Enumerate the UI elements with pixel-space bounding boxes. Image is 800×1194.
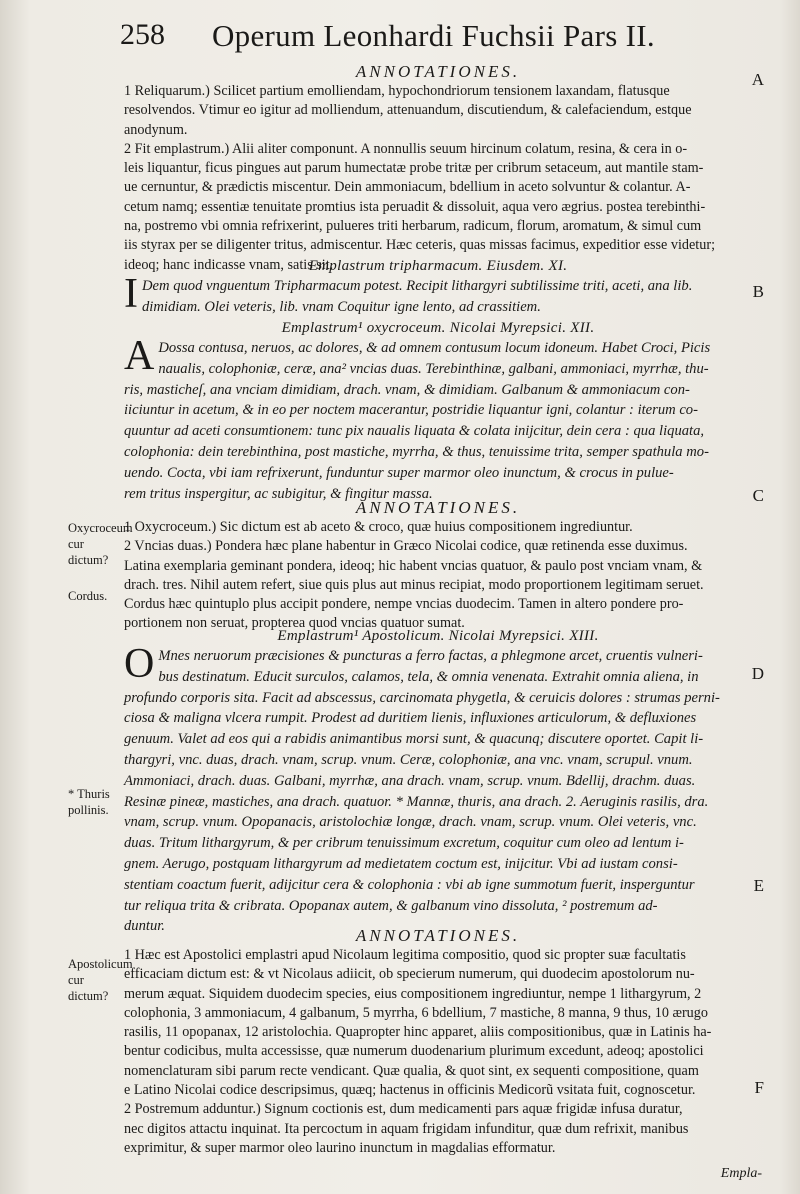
text-line: stentiam coactum fuerit, adijcitur cera & colophonia : vbi ab igne summotum fuerit, insperguntur — [124, 876, 695, 893]
text-line: colophonia, 3 ammoniacum, 4 galbanum, 5 myrrha, 6 bdellium, 7 mastiche, 8 manna, 9 thus, 10 ærugo — [124, 1004, 708, 1021]
text-line: e Latino Nicolai codice descripsimus, quæq; hactenus in officinis Medicorũ vsitata fuit, cognoscetur. — [124, 1082, 696, 1099]
text-line: 1 Reliquarum.) Scilicet partium emolliendam, hypochondriorum tensionem laxandam, flatusque — [124, 83, 670, 99]
text-line: exprimitur, & super marmor oleo laurino inunctum in magdalias efformatur. — [124, 1139, 556, 1156]
text-line: bentur codicibus, multa accessisse, quæ numerum duodenarium plurimum excedunt, adeoq; apostolici — [124, 1043, 704, 1060]
page-number: 258 — [120, 18, 165, 51]
recipe-text — [124, 333, 752, 504]
recipe-xiii — [124, 626, 752, 937]
annotations-text — [124, 82, 752, 275]
text-line: duas. Tritum lithargyrum, & per cribrum tenuissimum excretum, coquitur cum oleo ad lentum i- — [124, 835, 684, 852]
text-line: quuntur ad aceti consumtionem: tunc pix naualis liquata & colata inijcitur, dein cera : qua liquata, — [124, 423, 705, 440]
text-line: Dossa contusa, neruos, ac dolores, & ad omnem contusum locum idoneum. Habet Croci, Picis — [158, 340, 711, 356]
text-line: iis styrax per se diligenter tritus, admiscentur. Hæc ceteris, quas missas facimus, expeditior esse videtur; — [124, 237, 716, 254]
catchword: Empla- — [720, 1166, 762, 1181]
recipe-title: Emplastrum¹ oxycroceum. Nicolai Myrepsici. XII. — [281, 320, 595, 336]
text-line: dimidiam. Olei veteris, lib. vnam Coquitur igne lento, ad crassitiem. — [142, 298, 541, 315]
text-line: Ammoniaci, drach. duas. Galbani, myrrhæ, ana drach. vnam, scrup. vnum. Bdellij, drachm. duas. — [124, 772, 696, 789]
page-header — [120, 18, 700, 58]
running-head: Operum Leonhardi Fuchsii Pars II. — [212, 18, 655, 53]
margin-note-apostolicum: Apostolicum cur dictum? — [68, 957, 133, 1003]
text-line: thargyri, vnc. duas, drach. vnam, scrup. vnum. Ceræ, colophoniæ, ana vnc. vnam, scrupul. vnum. — [124, 751, 693, 768]
recipe-title: Emplastrum tripharmacum. Eiusdem. XI. — [308, 258, 568, 274]
text-line: rasilis, 11 opopanax, 12 aristolochia. Quapropter hinc apparet, aliis compositionibus, quæ in Latinis ha- — [124, 1024, 712, 1041]
text-line: drach. tres. Nihil autem refert, siue quis plus aut minus recipiat, modo proportionem legitimam seruet. — [124, 576, 704, 593]
text-line: uendo. Cocta, vbi iam refrixerunt, funduntur super marmor oleo inunctum, & crocus in pulue- — [124, 464, 674, 481]
initial-letter: A — [124, 333, 155, 379]
text-line: gnem. Aerugo, postquam lithargyrum ad medietatem coctum est, inijcitur. Vbi ad iustam consi- — [124, 855, 678, 872]
text-line: Resinæ pineæ, mastiches, ana drach. quatuor. * Mannæ, thuris, ana drach. 2. Aeruginis rasilis, dra. — [124, 793, 709, 810]
margin-note-oxycroceum: Oxycroceum cur dictum? — [68, 521, 133, 567]
annotations-text — [124, 946, 752, 1158]
text-line: nomenclaturam sibi parum recte vendicant. Quæ qualia, & quot sint, ex sequenti compositione, quam — [124, 1062, 699, 1079]
recipe-xii — [124, 318, 752, 504]
text-line: 2 Vncias duas.) Pondera hæc plane habentur in Græco Nicolai codice, quæ retinenda esse duximus. — [124, 538, 688, 555]
margin-letter-e: E — [753, 876, 764, 895]
margin-note-cordus: Cordus. — [68, 589, 108, 603]
initial-letter: O — [124, 641, 155, 687]
text-line: Mnes neruorum præcisiones & puncturas a ferro factas, a phlegmone arcet, cruentis vulneri- — [158, 648, 703, 664]
recipe-text — [124, 271, 752, 318]
margin-letter-f: F — [754, 1078, 764, 1097]
margin-note-thuris: * Thuris pollinis. — [68, 787, 110, 817]
annotations-heading: ANNOTATIONES. — [355, 498, 521, 517]
text-line: anodynum. — [124, 121, 188, 138]
text-line: nec digitos attactu inquinat. Ita percoctum in aquam frigidam infunditur, quæ dum refrixit, manibus — [124, 1120, 689, 1137]
annotations-text — [124, 518, 752, 634]
text-line: naualis, colophoniæ, ceræ, ana² vncias duas. Terebinthinæ, galbani, ammoniaci, myrrhæ, thu- — [158, 360, 709, 377]
text-line: genuum. Valet ad eos qui a rabidis animantibus morsi sunt, & quacunq; discutere oportet. Capit li- — [124, 731, 704, 748]
text-line: ideoq; hanc indicasse vnam, satis sit. — [124, 256, 334, 273]
text-line: leis liquantur, ficus pingues aut parum humectatæ probe tritæ per cribrum setaceum, aut mantile stam- — [124, 160, 704, 177]
recipe-xi — [124, 256, 752, 318]
text-line: ris, masticheſ, ana vnciam dimidiam, drach. vnam, & dimidiam. Galbanum & ammoniacum con- — [124, 381, 690, 398]
text-line: Latina exemplaria geminant pondera, ideoq; hic habent vncias quatuor, & paulo post vnciam vnam, & — [124, 557, 703, 574]
margin-letter-a: A — [751, 70, 764, 89]
text-line: 2 Postremum adduntur.) Signum coctionis est, dum medicamenti pars aquæ frigidæ infusa duratur, — [124, 1101, 683, 1118]
text-line: ciosa & maligna vlcera rumpit. Prodest ad duritiem lienis, influxiones articulorum, & defluxiones — [124, 710, 697, 727]
text-line: Dem quod vnguentum Tripharmacum potest. Recipit lithargyri subtilissime triti, aceti, ana lib. — [142, 278, 693, 294]
text-line: 1 Hæc est Apostolici emplastri apud Nicolaum legitima compositio, quod sic propter suæ facultatis — [124, 947, 686, 963]
text-line: Cordus hæc quintuplo plus accipit pondere, nempe vncias duodecim. Tamen in altero pondere pro- — [124, 596, 684, 613]
annotations-section-2 — [124, 498, 752, 634]
text-line: vnam, scrup. vnum. Opopanacis, aristolochiæ longæ, drach. vnam, scrup. vnum. Olei veteris, vnc. — [124, 814, 697, 831]
text-line: tur reliqua trita & cribrata. Opopanax autem, & galbanum vino dissoluta, ² postremum ad- — [124, 897, 658, 914]
text-line: resolvendos. Vtimur eo igitur ad molliendum, attenuandum, discutiendum, & calefaciendum, estque — [124, 102, 692, 119]
annotations-section-3 — [124, 926, 752, 1158]
text-line: na, postremo vbi omnia refrixerint, pulueres triti herbarum, radicum, florum, aromatum, & simul cum — [124, 218, 702, 235]
annotations-heading: ANNOTATIONES. — [355, 926, 521, 945]
text-line: 1 Oxycroceum.) Sic dictum est ab aceto & croco, quæ huius compositionem ingrediuntur. — [124, 519, 633, 535]
text-line: portionem non seruat, propterea quod vncias quatuor sumat. — [124, 615, 465, 632]
text-line: duntur. — [124, 918, 165, 935]
margin-letter-c: C — [752, 486, 764, 505]
recipe-text — [124, 641, 752, 937]
text-line: ue cernuntur, & prædictis miscentur. Dein ammoniacum, bdellium in aceto solvuntur & colantur. A- — [124, 179, 691, 196]
text-line: iiciuntur in acetum, & in eo per noctem macerantur, postridie liquantur igni, colantur : iterum co- — [124, 402, 698, 419]
text-line: cetum namq; essentiæ tenuitate promtius ista peruadit & dissoluit, aqua vero ægrius. postea terebinthi- — [124, 198, 706, 215]
text-line: colophonia: dein terebinthina, post mastiche, myrrha, & thus, tenuissime trita, semper spathula mo- — [124, 443, 709, 460]
text-line: profundo corporis sita. Facit ad abscessus, carcinomata phygetla, & ceruicis dolores : strumas perni- — [124, 689, 720, 706]
text-line: bus destinatum. Educit surculos, calamos, tela, & omnia venenata. Extrahit omnia aliena, in — [158, 668, 699, 685]
recipe-title: Emplastrum¹ Apostolicum. Nicolai Myrepsici. XIII. — [277, 628, 599, 644]
text-line: efficaciam dictum est: & vt Nicolaus adiicit, ob specierum numerum, qui duodecim apostolorum nu- — [124, 966, 695, 983]
annotations-section-1 — [124, 62, 752, 275]
text-line: rem tritus inspergitur, ac subigitur, & fingitur massa. — [124, 485, 433, 502]
initial-letter: I — [124, 271, 138, 317]
annotations-heading: ANNOTATIONES. — [355, 62, 521, 81]
margin-letter-b: B — [752, 282, 764, 301]
margin-letter-d: D — [751, 664, 764, 683]
text-line: 2 Fit emplastrum.) Alii aliter componunt. A nonnullis seuum hircinum colatum, resina, & cera in o- — [124, 140, 688, 157]
text-line: merum æquat. Siquidem duodecim species, eius compositionem ingrediuntur, nempe 1 lithargyrum, 2 — [124, 985, 702, 1002]
